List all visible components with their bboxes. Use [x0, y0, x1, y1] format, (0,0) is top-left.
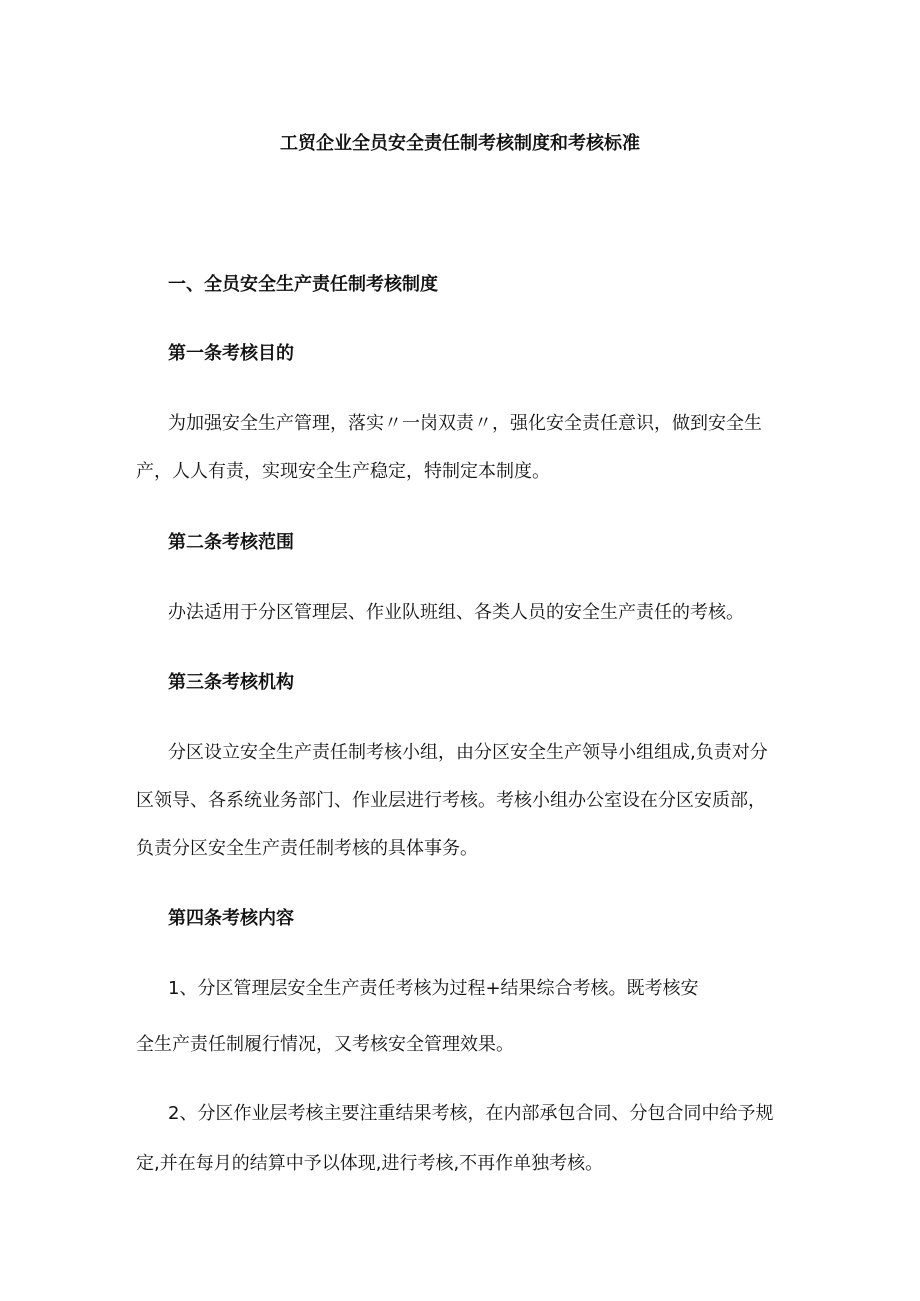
article-4-heading: 第四条考核内容 [168, 908, 294, 929]
article-2-heading: 第二条考核范围 [168, 532, 294, 553]
article-2-line-1: 办法适用于分区管理层、作业队班组、各类人员的安全生产责任的考核。 [168, 602, 744, 623]
article-1-line-1: 为加强安全生产管理，落实〃一岗双责〃，强化安全责任意识，做到安全生 [168, 413, 762, 434]
article-3-heading: 第三条考核机构 [168, 672, 294, 693]
article-1-heading: 第一条考核目的 [168, 343, 294, 364]
article-3-line-2: 区领导、各系统业务部门、作业层进行考核。考核小组办公室设在分区安质部， [136, 790, 766, 811]
section-heading: 一、全员安全生产责任制考核制度 [168, 274, 438, 295]
article-4-item-2-line-1: 2、分区作业层考核主要注重结果考核，在内部承包合同、分包合同中给予规 [168, 1103, 774, 1124]
article-3-line-1: 分区设立安全生产责任制考核小组，由分区安全生产领导小组组成,负责对分 [168, 742, 768, 763]
article-1-line-2: 产，人人有责，实现安全生产稳定，特制定本制度。 [136, 461, 550, 482]
article-3-line-3: 负责分区安全生产责任制考核的具体事务。 [136, 838, 478, 859]
document-title: 工贸企业全员安全责任制考核制度和考核标准 [280, 133, 640, 154]
article-4-item-1-line-1: 1、分区管理层安全生产责任考核为过程+结果综合考核。既考核安 [168, 978, 699, 999]
article-4-item-1-line-2: 全生产责任制履行情况，又考核安全管理效果。 [136, 1034, 514, 1055]
article-4-item-2-line-2: 定,并在每月的结算中予以体现,进行考核,不再作单独考核。 [136, 1153, 604, 1174]
